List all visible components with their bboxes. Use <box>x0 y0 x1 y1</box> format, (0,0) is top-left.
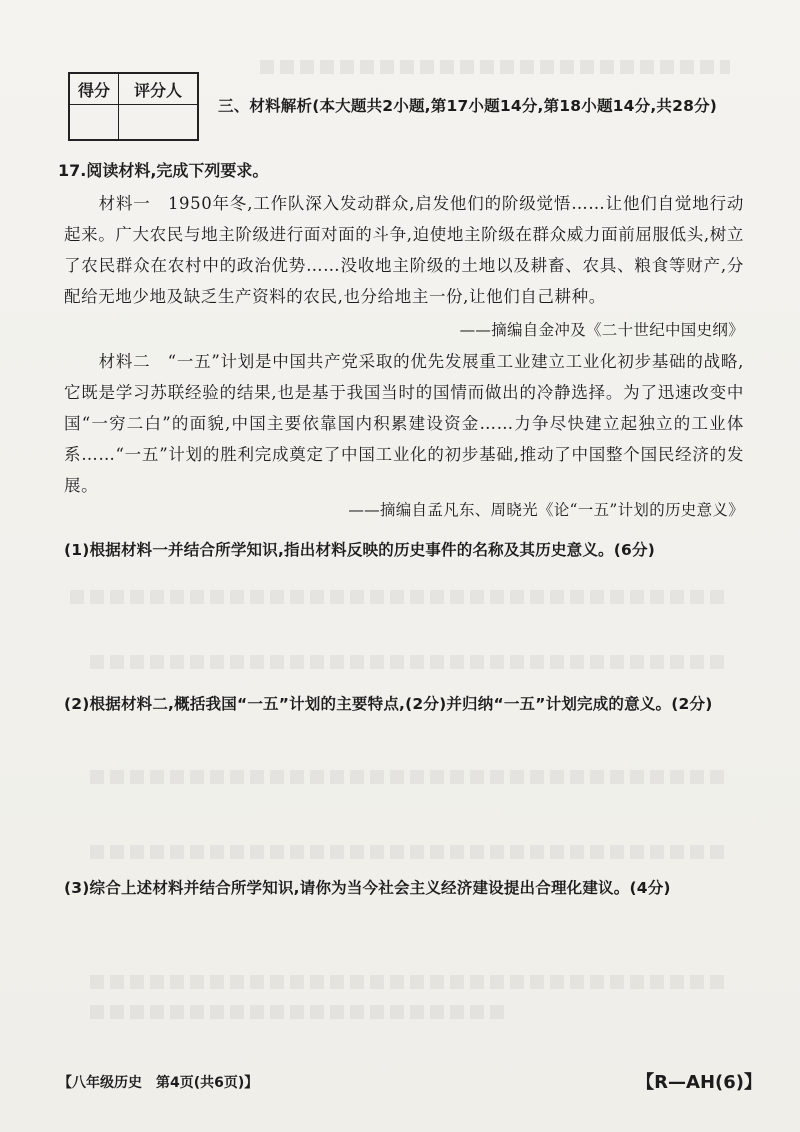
grader-blank-cell[interactable] <box>119 105 199 141</box>
score-header: 得分 <box>69 73 119 105</box>
bleed-through-decoration <box>90 845 730 859</box>
score-table <box>68 72 199 141</box>
sub-question-2: (2)根据材料二,概括我国“一五”计划的主要特点,(2分)并归纳“一五”计划完成的意义。(2分) <box>64 695 713 713</box>
grader-header: 评分人 <box>119 73 199 105</box>
material-one-source: ——摘编自金冲及《二十世纪中国史纲》 <box>459 321 744 339</box>
bleed-through-decoration <box>90 1005 510 1019</box>
material-one: 材料一 1950年冬,工作队深入发动群众,启发他们的阶级觉悟……让他们自觉地行动起来。广大农民与地主阶级进行面对面的斗争,迫使地主阶级在群众威力面前屈服低头,树立了农民群众在农村中的政治优势……没收地主阶级的土地以及耕畜、农具、粮食等财产,分配给无地少地及缺乏生产资料的农民,也分给地主一份,让他们自己耕种。 <box>64 194 744 306</box>
bleed-through-decoration <box>90 655 730 669</box>
bleed-through-decoration <box>260 60 730 74</box>
bleed-through-decoration <box>90 975 730 989</box>
footer-page-info: 【八年级历史 第4页(共6页)】 <box>58 1075 259 1091</box>
sub-question-1: (1)根据材料一并结合所学知识,指出材料反映的历史事件的名称及其历史意义。(6分) <box>64 541 655 559</box>
question-title: 17.阅读材料,完成下列要求。 <box>58 161 269 180</box>
material-two-source: ——摘编自孟凡东、周晓光《论“一五”计划的历史意义》 <box>348 501 744 519</box>
bleed-through-decoration <box>70 590 730 604</box>
bleed-through-decoration <box>90 770 730 784</box>
sub-question-3: (3)综合上述材料并结合所学知识,请你为当今社会主义经济建设提出合理化建议。(4分) <box>64 879 671 897</box>
footer-code: 【R—AH(6)】 <box>636 1072 762 1093</box>
score-blank-cell[interactable] <box>69 105 119 141</box>
section-title: 三、材料解析(本大题共2小题,第17小题14分,第18小题14分,共28分) <box>218 97 718 115</box>
material-two: 材料二 “一五”计划是中国共产党采取的优先发展重工业建立工业化初步基础的战略,它既是学习苏联经验的结果,也是基于我国当时的国情而做出的冷静选择。为了迅速改变中国“一穷二白”的面貌,中国主要依靠国内积累建设资金……力争尽快建立起独立的工业体系……“一五”计划的胜利完成奠定了中国工业化的初步基础,推动了中国整个国民经济的发展。 <box>64 352 744 495</box>
